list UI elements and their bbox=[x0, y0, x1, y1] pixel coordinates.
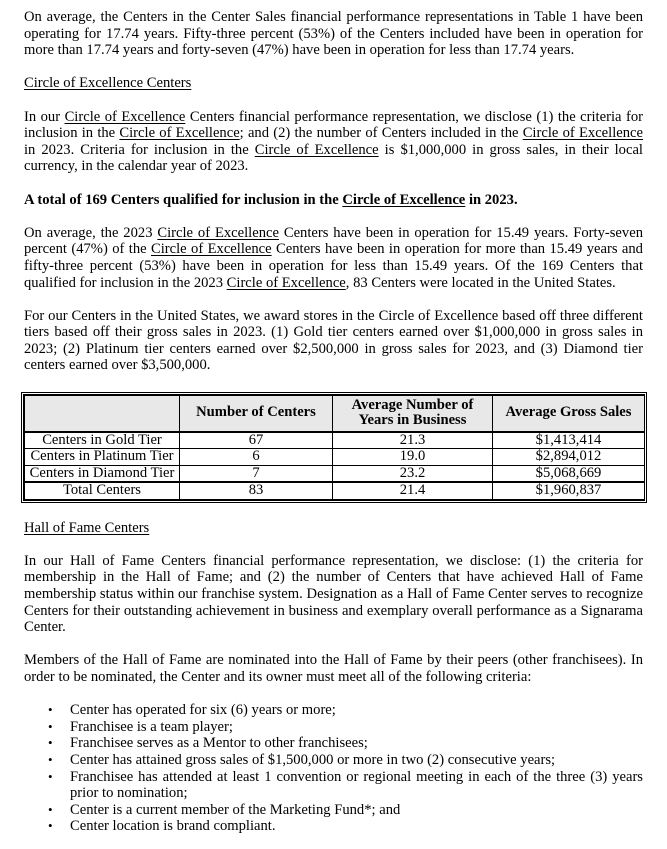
text-run: in 2023. Criteria for inclusion in the bbox=[24, 141, 255, 158]
coe-term: Circle of Excellence bbox=[522, 125, 643, 142]
bullet-icon: • bbox=[48, 768, 53, 784]
avg-gross-sales: $1,413,414 bbox=[493, 432, 645, 449]
criterion-text: Center has operated for six (6) years or more; bbox=[70, 702, 336, 719]
avg-years: 23.2 bbox=[333, 465, 493, 482]
text-run: Centers have been in operation for more than 15.49 years and fifty-three percent (53%) have been in operation for less than 15.49 years. Of the 169 Centers that qualified for inclusion in the 2023 bbox=[24, 241, 643, 291]
criterion-text: Center has attained gross sales of $1,500,000 or more in two (2) consecutive years; bbox=[70, 751, 556, 768]
circle-of-excellence-heading: Circle of Excellence Centers bbox=[24, 75, 192, 92]
text-run: ; and (2) the number of Centers included in the bbox=[239, 125, 523, 142]
criterion-text: Franchisee is a team player; bbox=[70, 718, 233, 735]
text-run: In our bbox=[24, 108, 65, 125]
tier-label: Centers in Platinum Tier bbox=[25, 449, 180, 466]
coe-term: Circle of Excellence bbox=[342, 191, 466, 208]
text-run: Centers financial performance representation, we disclose (1) the criteria for inclusion in the bbox=[24, 108, 643, 142]
header-cell-blank bbox=[25, 395, 180, 432]
coe-average-paragraph bbox=[24, 225, 643, 291]
avg-years: 21.4 bbox=[333, 482, 493, 499]
header-cell-number-of-centers: Number of Centers bbox=[180, 395, 333, 432]
list-item bbox=[48, 702, 643, 719]
hof-nomination-paragraph: Members of the Hall of Fame are nominated into the Hall of Fame by their peers (other franchisees). In order to be nominated, the Center and its owner must meet all of the following criteria: bbox=[24, 652, 643, 685]
table-row bbox=[25, 432, 645, 449]
coe-total-statement bbox=[24, 192, 643, 209]
list-item bbox=[48, 718, 643, 736]
header-cell-avg-years: Average Number of Years in Business bbox=[333, 395, 493, 432]
coe-term: Circle of Excellence bbox=[151, 241, 272, 258]
coe-term: Circle of Excellence bbox=[226, 274, 346, 291]
tier-label: Centers in Gold Tier bbox=[25, 432, 180, 449]
coe-tiers-paragraph: For our Centers in the United States, we award stores in the Circle of Excellence based off three different tiers based off their gross sales in 2023. (1) Gold tier centers earned over $1,000,000 in gross sales in 2023; (2) Platinum tier centers earned over $2,500,000 in gross sales for 2023, and (3) Diamond tier centers earned over $3,500,000. bbox=[24, 307, 643, 374]
table-header-row bbox=[25, 395, 645, 432]
bullet-icon: • bbox=[48, 702, 53, 718]
avg-gross-sales: $1,960,837 bbox=[493, 482, 645, 499]
bullet-icon: • bbox=[48, 801, 53, 817]
list-item bbox=[48, 818, 643, 835]
table-total-row bbox=[25, 482, 645, 499]
coe-criteria-paragraph bbox=[24, 109, 643, 175]
coe-term: Circle of Excellence bbox=[64, 108, 186, 125]
coe-term: Circle of Excellence bbox=[119, 125, 240, 142]
criterion-text: Franchisee has attended at least 1 convention or regional meeting in each of the three (3) years prior to nomination; bbox=[70, 768, 643, 802]
center-count: 67 bbox=[180, 432, 333, 449]
tier-label: Total Centers bbox=[25, 482, 180, 499]
text-run: , 83 Centers were located in the United States. bbox=[345, 274, 616, 291]
tier-label: Centers in Diamond Tier bbox=[25, 465, 180, 482]
coe-term: Circle of Excellence bbox=[254, 141, 379, 158]
criterion-text: Center is a current member of the Marketing Fund*; and bbox=[70, 801, 401, 818]
list-item bbox=[48, 735, 643, 752]
avg-years: 19.0 bbox=[333, 449, 493, 466]
coe-term: Circle of Excellence bbox=[157, 224, 279, 241]
text-run: in 2023. bbox=[465, 191, 518, 208]
criterion-text: Franchisee serves as a Mentor to other franchisees; bbox=[70, 735, 368, 752]
bullet-icon: • bbox=[48, 718, 53, 734]
bullet-icon: • bbox=[48, 818, 53, 834]
hof-disclosure-paragraph: In our Hall of Fame Centers financial performance representation, we disclose: (1) the criteria for membership in the Hall of Fame; and (2) the number of Centers that have achieved Hall of Fame membership status within our franchise system. Designation as a Hall of Fame Center serves to recognize Centers for their outstanding achievement in business and exemplary overall performance as a Signarama Center. bbox=[24, 552, 643, 636]
bullet-icon: • bbox=[48, 751, 53, 767]
tier-table-frame bbox=[21, 392, 647, 503]
center-count: 6 bbox=[180, 449, 333, 466]
center-count: 83 bbox=[180, 482, 333, 499]
avg-gross-sales: $5,068,669 bbox=[493, 465, 645, 482]
text-run: On average, the 2023 bbox=[24, 224, 158, 241]
text-run: Centers have been in operation for 15.49 years. Forty-seven percent (47%) of the bbox=[24, 224, 643, 258]
tier-table bbox=[24, 395, 645, 500]
intro-paragraph: On average, the Centers in the Center Sales financial performance representations in Table 1 have been operating for 17.74 years. Fifty-three percent (53%) of the Centers included have been in operation for more than 17.74 years and forty-seven (47%) have been in operation for less than 17.74 years. bbox=[24, 9, 643, 59]
hof-criteria-list bbox=[24, 702, 643, 835]
bullet-icon: • bbox=[48, 735, 53, 751]
table-row bbox=[25, 449, 645, 466]
hall-of-fame-heading: Hall of Fame Centers bbox=[24, 519, 150, 536]
list-item bbox=[48, 801, 643, 819]
list-item bbox=[48, 751, 643, 769]
criterion-text: Center location is brand compliant. bbox=[70, 818, 276, 835]
table-row bbox=[25, 465, 645, 482]
avg-gross-sales: $2,894,012 bbox=[493, 449, 645, 466]
text-run: is $1,000,000 in gross sales, in their local currency, in the calendar year of 2023. bbox=[24, 141, 643, 175]
list-item bbox=[48, 768, 643, 802]
center-count: 7 bbox=[180, 465, 333, 482]
header-cell-avg-gross-sales: Average Gross Sales bbox=[493, 395, 645, 432]
text-run: A total of 169 Centers qualified for inclusion in the bbox=[24, 191, 343, 208]
avg-years: 21.3 bbox=[333, 432, 493, 449]
